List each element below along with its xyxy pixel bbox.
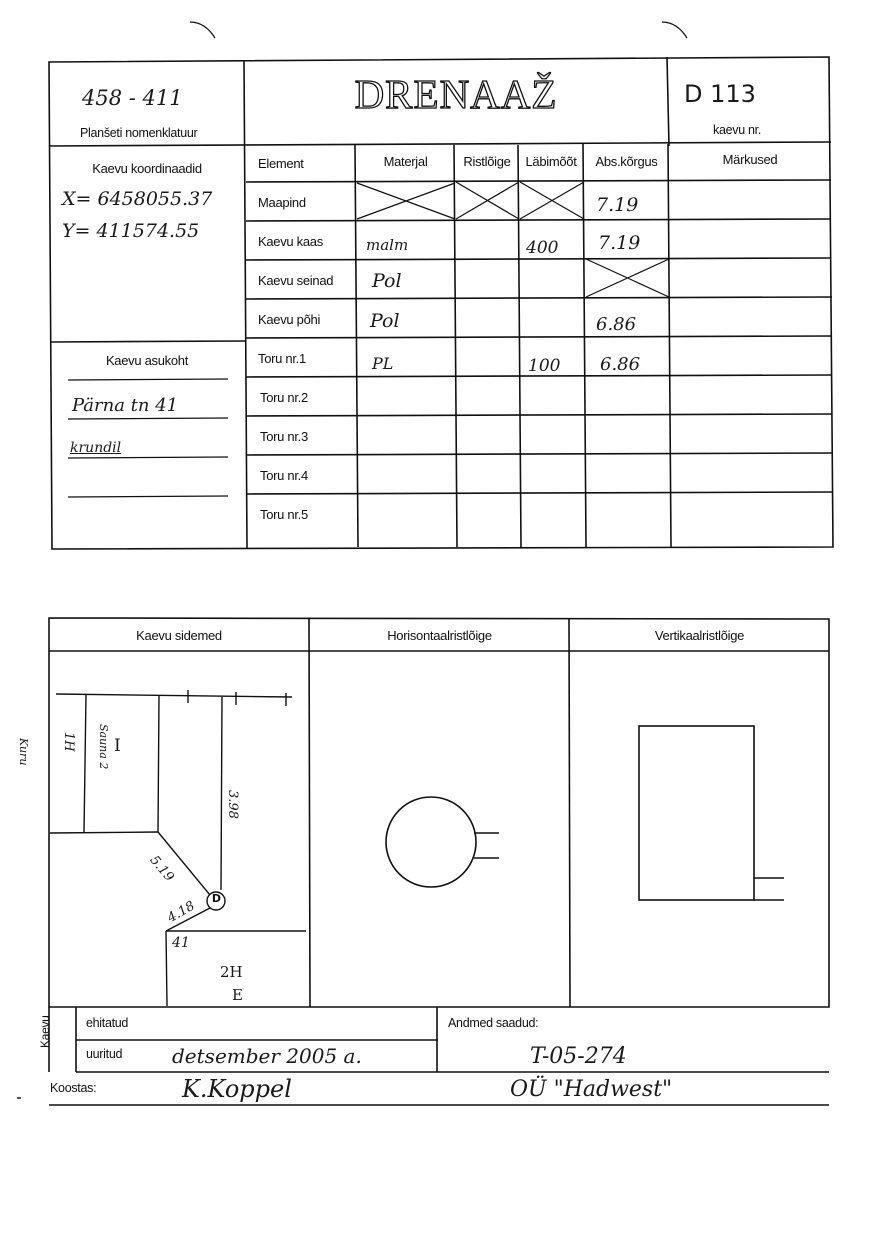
table-row-element: Kaevu kaas bbox=[258, 234, 323, 249]
data-source-value: T-05-274 bbox=[530, 1044, 627, 1069]
checked-label: ehitatud bbox=[86, 1016, 129, 1030]
well-number-value: D 113 bbox=[684, 80, 756, 108]
coordinate-y: Y= 411574.55 bbox=[62, 220, 200, 242]
cell-diameter: 400 bbox=[526, 238, 559, 258]
data-source-label: Andmed saadud: bbox=[448, 1016, 539, 1030]
author-value: K.Koppel bbox=[182, 1075, 292, 1103]
column-header: Ristlõige bbox=[463, 154, 511, 169]
plansheet-value: 458 - 411 bbox=[82, 86, 183, 110]
measured-label: uuritud bbox=[86, 1047, 123, 1061]
sketch-dimension: 3.98 bbox=[225, 790, 240, 819]
table-row-element: Toru nr.1 bbox=[258, 351, 306, 366]
column-header: Materjal bbox=[383, 154, 428, 169]
punch-hole-mark bbox=[662, 22, 687, 38]
cell-abs-height: 6.86 bbox=[596, 314, 637, 335]
cell-material: Pol bbox=[370, 310, 400, 332]
table-row-element: Toru nr.5 bbox=[260, 507, 308, 522]
well-number-label: kaevu nr. bbox=[713, 123, 762, 137]
column-header: Märkused bbox=[722, 152, 778, 167]
sketch-building-label: 1H bbox=[61, 732, 76, 752]
company-value: OÜ "Hadwest" bbox=[510, 1077, 673, 1102]
crossed-cell bbox=[520, 182, 584, 219]
crossed-cell bbox=[456, 182, 519, 219]
sketch-building-label: 2H bbox=[220, 963, 243, 981]
horizontal-section-label: Horisontaalristlõige bbox=[387, 628, 492, 643]
well-marker-icon: D bbox=[211, 892, 222, 905]
vertical-section-label: Vertikaalristlõige bbox=[654, 628, 745, 643]
vertical-section-drawing bbox=[639, 726, 784, 900]
location-line-2: krundil bbox=[70, 440, 122, 456]
coordinate-x: X= 6458055.37 bbox=[62, 188, 213, 210]
cell-material: PL bbox=[372, 354, 394, 373]
sketch-street-label: Kuru bbox=[17, 738, 30, 766]
author-label: Koostas: bbox=[50, 1081, 97, 1095]
location-label: Kaevu asukoht bbox=[105, 353, 189, 368]
cell-material: Pol bbox=[372, 270, 402, 292]
ties-label: Kaevu sidemed bbox=[136, 628, 222, 643]
crossed-cell bbox=[357, 183, 455, 219]
plansheet-label: Planšeti nomenklatuur bbox=[80, 126, 198, 140]
measured-value: detsember 2005 a. bbox=[172, 1044, 362, 1068]
cell-abs-height: 7.19 bbox=[596, 194, 639, 216]
sketch-dimension: 4.18 bbox=[165, 898, 198, 926]
cell-material: malm bbox=[366, 236, 409, 254]
well-side-label: Kaevu bbox=[38, 1015, 52, 1048]
cell-abs-height: 7.19 bbox=[598, 232, 641, 254]
table-row-element: Kaevu seinad bbox=[258, 273, 334, 288]
table-row-element: Toru nr.2 bbox=[260, 390, 308, 405]
coordinates-label: Kaevu koordinaadid bbox=[92, 161, 202, 176]
location-line-1: Pärna tn 41 bbox=[72, 395, 179, 416]
punch-hole-mark bbox=[190, 22, 215, 38]
table-row-element: Toru nr.4 bbox=[260, 468, 308, 483]
crossed-cell bbox=[586, 259, 669, 297]
site-sketch bbox=[50, 690, 306, 1006]
column-header: Element bbox=[258, 156, 304, 171]
column-header: Läbimõõt bbox=[525, 154, 577, 169]
sketch-building-label: E bbox=[232, 986, 243, 1004]
table-row-element: Toru nr.3 bbox=[260, 429, 308, 444]
sketch-side-note: Sauna 2 bbox=[97, 724, 110, 770]
cell-diameter: 100 bbox=[528, 356, 561, 376]
table-row-element: Kaevu põhi bbox=[258, 312, 321, 327]
sketch-plot-number: 41 bbox=[172, 935, 190, 951]
sketch-dimension: 5.19 bbox=[146, 853, 177, 885]
horizontal-section-drawing bbox=[386, 797, 499, 887]
cell-abs-height: 6.86 bbox=[600, 354, 641, 375]
form-title: DRENAAŽ bbox=[354, 71, 558, 117]
table-row-element: Maapind bbox=[258, 195, 306, 210]
sketch-building-label: I bbox=[114, 736, 121, 756]
column-header: Abs.kõrgus bbox=[595, 154, 658, 169]
